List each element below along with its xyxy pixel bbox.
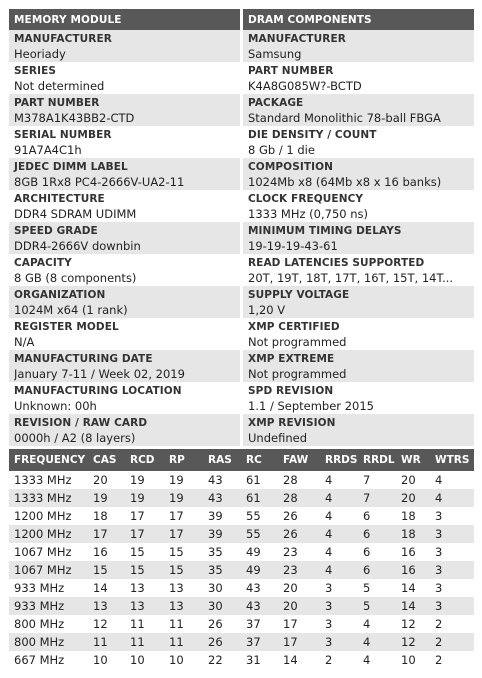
table-cell: 10	[169, 653, 184, 667]
field-label: CAPACITY	[14, 257, 72, 269]
table-cell: 1067 MHz	[14, 563, 72, 577]
table-row	[9, 543, 474, 561]
table-cell: 4	[435, 491, 443, 505]
table-cell: 3	[435, 509, 443, 523]
table-cell: 12	[401, 635, 416, 649]
table-cell: 35	[208, 545, 223, 559]
table-cell: 17	[130, 527, 145, 541]
table-cell: 2	[325, 653, 333, 667]
table-cell: 12	[401, 617, 416, 631]
table-cell: 39	[208, 509, 223, 523]
table-cell: 1067 MHz	[14, 545, 72, 559]
column-header-rrdl: RRDL	[363, 454, 395, 466]
field-label: MINIMUM TIMING DELAYS	[248, 225, 402, 237]
field-label: SUPPLY VOLTAGE	[248, 289, 350, 301]
timing-table	[9, 449, 474, 669]
table-cell: 20	[283, 581, 298, 595]
table-row	[9, 471, 474, 489]
table-cell: 1200 MHz	[14, 527, 72, 541]
field-value: Samsung	[248, 47, 302, 61]
memory-module-field	[9, 254, 240, 286]
field-label: PACKAGE	[248, 97, 304, 109]
table-cell: 6	[363, 509, 371, 523]
table-cell: 55	[246, 527, 261, 541]
table-cell: 39	[208, 527, 223, 541]
memory-module-field	[9, 30, 240, 62]
field-label: XMP EXTREME	[248, 353, 335, 365]
table-cell: 37	[246, 635, 261, 649]
table-cell: 4	[435, 473, 443, 487]
table-cell: 23	[283, 545, 298, 559]
table-cell: 10	[93, 653, 108, 667]
field-value: Undefined	[248, 431, 307, 445]
table-row	[9, 633, 474, 651]
table-cell: 17	[169, 509, 184, 523]
field-label: ARCHITECTURE	[14, 193, 105, 205]
field-value: 1024M x64 (1 rank)	[14, 303, 128, 317]
field-value: Not programmed	[248, 367, 347, 381]
table-cell: 11	[169, 617, 184, 631]
table-cell: 1200 MHz	[14, 509, 72, 523]
column-header-ras: RAS	[208, 454, 232, 466]
memory-module-field	[9, 222, 240, 254]
dram-components-header: DRAM COMPONENTS	[243, 9, 474, 30]
table-cell: 49	[246, 545, 261, 559]
column-header-rrds: RRDS	[325, 454, 358, 466]
field-value: DDR4-2666V downbin	[14, 239, 141, 253]
table-cell: 4	[325, 527, 333, 541]
field-value: Unknown: 00h	[14, 399, 97, 413]
field-label: SERIES	[14, 65, 57, 77]
column-header-faw: FAW	[283, 454, 309, 466]
field-label: MANUFACTURING LOCATION	[14, 385, 182, 397]
table-cell: 5	[363, 581, 371, 595]
field-label: COMPOSITION	[248, 161, 334, 173]
memory-module-field	[9, 62, 240, 94]
field-label: MANUFACTURER	[14, 33, 112, 45]
table-cell: 6	[363, 527, 371, 541]
table-cell: 19	[130, 491, 145, 505]
table-cell: 18	[401, 527, 416, 541]
dram-components-field	[243, 94, 474, 126]
table-cell: 4	[325, 545, 333, 559]
field-value: 1333 MHz (0,750 ns)	[248, 207, 369, 221]
field-label: PART NUMBER	[248, 65, 334, 77]
table-cell: 43	[208, 491, 223, 505]
table-cell: 43	[246, 599, 261, 613]
table-cell: 7	[363, 491, 371, 505]
table-cell: 23	[283, 563, 298, 577]
field-label: READ LATENCIES SUPPORTED	[248, 257, 425, 269]
field-label: JEDEC DIMM LABEL	[14, 161, 128, 173]
table-row	[9, 525, 474, 543]
table-cell: 37	[246, 617, 261, 631]
field-label: PART NUMBER	[14, 97, 100, 109]
column-header-rp: RP	[169, 454, 185, 466]
table-cell: 20	[93, 473, 108, 487]
table-cell: 13	[130, 581, 145, 595]
table-cell: 61	[246, 473, 261, 487]
dram-components-field	[243, 190, 474, 222]
memory-module-field	[9, 190, 240, 222]
table-cell: 15	[93, 563, 108, 577]
field-label: SPEED GRADE	[14, 225, 98, 237]
table-cell: 31	[246, 653, 261, 667]
field-label: MANUFACTURING DATE	[14, 353, 153, 365]
field-value: 91A7A4C1h	[14, 143, 82, 157]
field-value: Not programmed	[248, 335, 347, 349]
table-cell: 3	[325, 617, 333, 631]
table-cell: 26	[208, 617, 223, 631]
table-cell: 17	[93, 527, 108, 541]
table-row	[9, 579, 474, 597]
field-value: 1.1 / September 2015	[248, 399, 374, 413]
table-cell: 49	[246, 563, 261, 577]
table-cell: 11	[130, 635, 145, 649]
memory-module-field	[9, 350, 240, 382]
timing-table-body	[9, 471, 474, 669]
field-value: 0000h / A2 (8 layers)	[14, 431, 136, 445]
field-value: DDR4 SDRAM UDIMM	[14, 207, 137, 221]
table-cell: 26	[208, 635, 223, 649]
field-value: Heoriady	[14, 47, 66, 61]
field-label: DIE DENSITY / COUNT	[248, 129, 377, 141]
dram-components-field	[243, 254, 474, 286]
table-cell: 35	[208, 563, 223, 577]
column-header-cas: CAS	[93, 454, 117, 466]
table-cell: 667 MHz	[14, 653, 65, 667]
field-value: 8 Gb / 1 die	[248, 143, 315, 157]
table-cell: 13	[169, 599, 184, 613]
table-cell: 17	[283, 635, 298, 649]
table-cell: 11	[130, 617, 145, 631]
field-value: Standard Monolithic 78-ball FBGA	[248, 111, 441, 125]
table-cell: 30	[208, 599, 223, 613]
table-cell: 4	[325, 491, 333, 505]
table-cell: 3	[435, 599, 443, 613]
table-cell: 800 MHz	[14, 635, 65, 649]
table-cell: 13	[93, 599, 108, 613]
table-cell: 4	[325, 509, 333, 523]
table-cell: 19	[169, 491, 184, 505]
table-cell: 11	[169, 635, 184, 649]
table-row	[9, 489, 474, 507]
field-label: REGISTER MODEL	[14, 321, 119, 333]
spec-columns	[9, 9, 474, 446]
table-cell: 11	[93, 635, 108, 649]
field-value: 1,20 V	[248, 303, 286, 317]
field-value: 19-19-19-43-61	[248, 239, 338, 253]
field-label: MANUFACTURER	[248, 33, 346, 45]
memory-module-column	[9, 9, 240, 446]
dram-components-field	[243, 286, 474, 318]
dram-components-field	[243, 62, 474, 94]
memory-module-field	[9, 94, 240, 126]
table-cell: 933 MHz	[14, 599, 65, 613]
table-row	[9, 615, 474, 633]
table-cell: 3	[325, 581, 333, 595]
table-cell: 16	[93, 545, 108, 559]
table-cell: 1333 MHz	[14, 473, 72, 487]
table-cell: 17	[130, 509, 145, 523]
table-cell: 3	[435, 527, 443, 541]
table-cell: 1333 MHz	[14, 491, 72, 505]
table-cell: 7	[363, 473, 371, 487]
table-cell: 2	[435, 617, 443, 631]
column-header-frequency: FREQUENCY	[14, 454, 86, 466]
dram-components-field	[243, 30, 474, 62]
table-cell: 3	[325, 599, 333, 613]
table-cell: 15	[130, 563, 145, 577]
table-cell: 5	[363, 599, 371, 613]
memory-module-field	[9, 382, 240, 414]
table-cell: 4	[363, 653, 371, 667]
table-cell: 20	[401, 491, 416, 505]
dram-components-field	[243, 222, 474, 254]
field-value: K4A8G085W?-BCTD	[248, 79, 362, 93]
table-cell: 3	[435, 563, 443, 577]
memory-module-field	[9, 318, 240, 350]
dram-components-field	[243, 350, 474, 382]
table-cell: 10	[130, 653, 145, 667]
field-label: CLOCK FREQUENCY	[248, 193, 364, 205]
table-cell: 16	[401, 545, 416, 559]
table-row	[9, 561, 474, 579]
table-cell: 800 MHz	[14, 617, 65, 631]
table-cell: 20	[283, 599, 298, 613]
table-row	[9, 651, 474, 669]
field-value: 8 GB (8 components)	[14, 271, 137, 285]
table-cell: 55	[246, 509, 261, 523]
table-cell: 43	[246, 581, 261, 595]
table-cell: 17	[169, 527, 184, 541]
table-cell: 2	[435, 635, 443, 649]
dram-components-field	[243, 414, 474, 446]
memory-module-field	[9, 286, 240, 318]
table-cell: 6	[363, 563, 371, 577]
table-cell: 933 MHz	[14, 581, 65, 595]
table-cell: 18	[401, 509, 416, 523]
table-row	[9, 597, 474, 615]
table-cell: 2	[435, 653, 443, 667]
table-cell: 4	[363, 635, 371, 649]
table-cell: 12	[93, 617, 108, 631]
dram-components-field	[243, 382, 474, 414]
table-cell: 14	[283, 653, 298, 667]
column-header-wtrs: WTRS	[435, 454, 470, 466]
dram-components-field	[243, 126, 474, 158]
field-label: ORGANIZATION	[14, 289, 106, 301]
column-header-rcd: RCD	[130, 454, 155, 466]
table-cell: 4	[363, 617, 371, 631]
dram-components-column	[243, 9, 474, 446]
table-cell: 15	[130, 545, 145, 559]
table-cell: 30	[208, 581, 223, 595]
table-cell: 6	[363, 545, 371, 559]
memory-module-field	[9, 158, 240, 190]
table-cell: 10	[401, 653, 416, 667]
table-cell: 14	[401, 581, 416, 595]
table-cell: 4	[325, 473, 333, 487]
table-row	[9, 507, 474, 525]
table-cell: 15	[169, 545, 184, 559]
field-label: XMP CERTIFIED	[248, 321, 340, 333]
table-cell: 16	[401, 563, 416, 577]
table-cell: 19	[169, 473, 184, 487]
table-cell: 61	[246, 491, 261, 505]
field-value: 20T, 19T, 18T, 17T, 16T, 15T, 14T...	[248, 271, 454, 285]
table-cell: 4	[325, 563, 333, 577]
table-cell: 17	[283, 617, 298, 631]
field-value: N/A	[14, 335, 35, 349]
table-cell: 26	[283, 527, 298, 541]
field-value: Not determined	[14, 79, 105, 93]
field-label: REVISION / RAW CARD	[14, 417, 148, 429]
table-cell: 28	[283, 473, 298, 487]
table-cell: 18	[93, 509, 108, 523]
table-cell: 19	[93, 491, 108, 505]
column-header-wr: WR	[401, 454, 421, 466]
timing-table-header	[9, 449, 474, 471]
field-value: 1024Mb x8 (64Mb x8 x 16 banks)	[248, 175, 442, 189]
table-cell: 28	[283, 491, 298, 505]
table-cell: 13	[130, 599, 145, 613]
table-cell: 3	[325, 635, 333, 649]
table-cell: 22	[208, 653, 223, 667]
field-value: 8GB 1Rx8 PC4-2666V-UA2-11	[14, 175, 185, 189]
table-cell: 14	[93, 581, 108, 595]
memory-module-field	[9, 126, 240, 158]
spd-report	[9, 9, 474, 669]
column-header-rc: RC	[246, 454, 262, 466]
memory-module-header: MEMORY MODULE	[9, 9, 240, 30]
table-cell: 13	[169, 581, 184, 595]
table-cell: 14	[401, 599, 416, 613]
field-value: January 7-11 / Week 02, 2019	[14, 367, 185, 381]
table-cell: 3	[435, 581, 443, 595]
field-label: SPD REVISION	[248, 385, 334, 397]
field-label: SERIAL NUMBER	[14, 129, 112, 141]
table-cell: 26	[283, 509, 298, 523]
table-cell: 43	[208, 473, 223, 487]
dram-components-field	[243, 318, 474, 350]
table-cell: 3	[435, 545, 443, 559]
dram-components-field	[243, 158, 474, 190]
memory-module-field	[9, 414, 240, 446]
table-cell: 19	[130, 473, 145, 487]
table-cell: 15	[169, 563, 184, 577]
field-value: M378A1K43BB2-CTD	[14, 111, 135, 125]
table-cell: 20	[401, 473, 416, 487]
field-label: XMP REVISION	[248, 417, 336, 429]
